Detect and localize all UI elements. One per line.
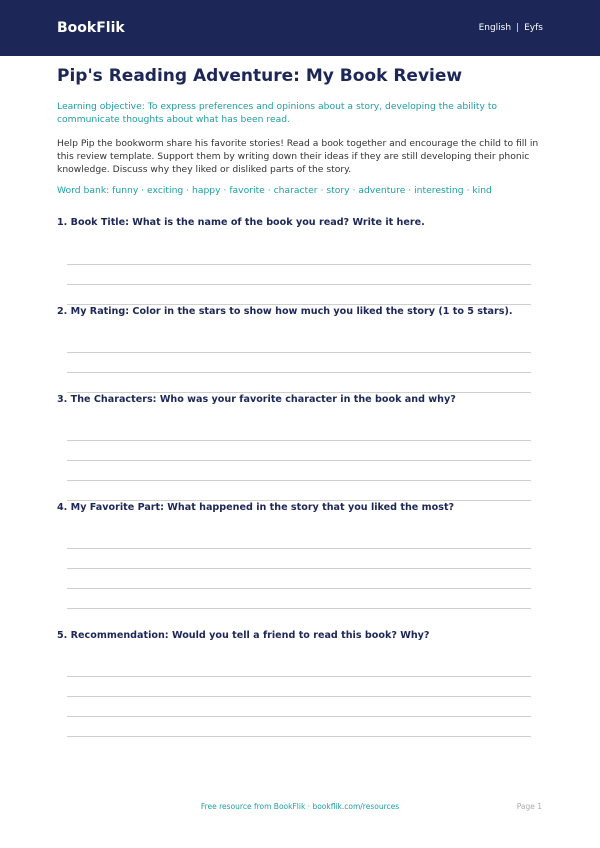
answer-line[interactable] <box>67 304 531 305</box>
learning-objective: Learning objective: To express preferences and opinions about a story, developing the ability to communicate thoughts about what has been read. <box>57 101 498 125</box>
answer-line[interactable] <box>67 696 531 697</box>
page-number: Page 1 <box>516 802 542 811</box>
answer-line[interactable] <box>67 588 531 589</box>
answer-line[interactable] <box>67 568 531 569</box>
subject-label: English <box>478 23 512 33</box>
header-meta <box>479 23 543 33</box>
answer-line[interactable] <box>67 716 531 717</box>
answer-line[interactable] <box>67 392 531 393</box>
answer-line[interactable] <box>67 676 531 677</box>
footer-credit[interactable]: Free resource from BookFlik · bookflik.com/resources <box>200 802 400 811</box>
answer-line[interactable] <box>67 372 531 373</box>
answer-line[interactable] <box>67 460 531 461</box>
question-characters: 3. The Characters: Who was your favorite character in the book and why? <box>57 394 456 405</box>
answer-line[interactable] <box>67 500 531 501</box>
brand-logo[interactable]: BookFlik <box>57 20 125 36</box>
level-label: Eyfs <box>524 23 543 33</box>
answer-line[interactable] <box>67 736 531 737</box>
site-header <box>0 0 600 56</box>
word-bank: Word bank: funny · exciting · happy · favorite · character · story · adventure · interesting · kind <box>57 185 492 196</box>
answer-line[interactable] <box>67 440 531 441</box>
question-recommendation: 5. Recommendation: Would you tell a friend to read this book? Why? <box>57 630 430 641</box>
answer-line[interactable] <box>67 480 531 481</box>
answer-line[interactable] <box>67 352 531 353</box>
intro-text: Help Pip the bookworm share his favorite stories! Read a book together and encourage the child to fill in this review template. Support them by writing down their ideas if they are still developing their phonic knowledge. Discuss why they liked or disliked parts of the story. <box>57 138 539 175</box>
page-title: Pip's Reading Adventure: My Book Review <box>57 66 463 86</box>
answer-line[interactable] <box>67 284 531 285</box>
question-rating: 2. My Rating: Color in the stars to show how much you liked the story (1 to 5 stars). <box>57 306 513 317</box>
answer-line[interactable] <box>67 548 531 549</box>
answer-line[interactable] <box>67 264 531 265</box>
meta-separator: | <box>516 23 520 33</box>
answer-line[interactable] <box>67 608 531 609</box>
question-favorite-part: 4. My Favorite Part: What happened in the story that you liked the most? <box>57 502 455 513</box>
question-book-title: 1. Book Title: What is the name of the book you read? Write it here. <box>57 217 425 228</box>
